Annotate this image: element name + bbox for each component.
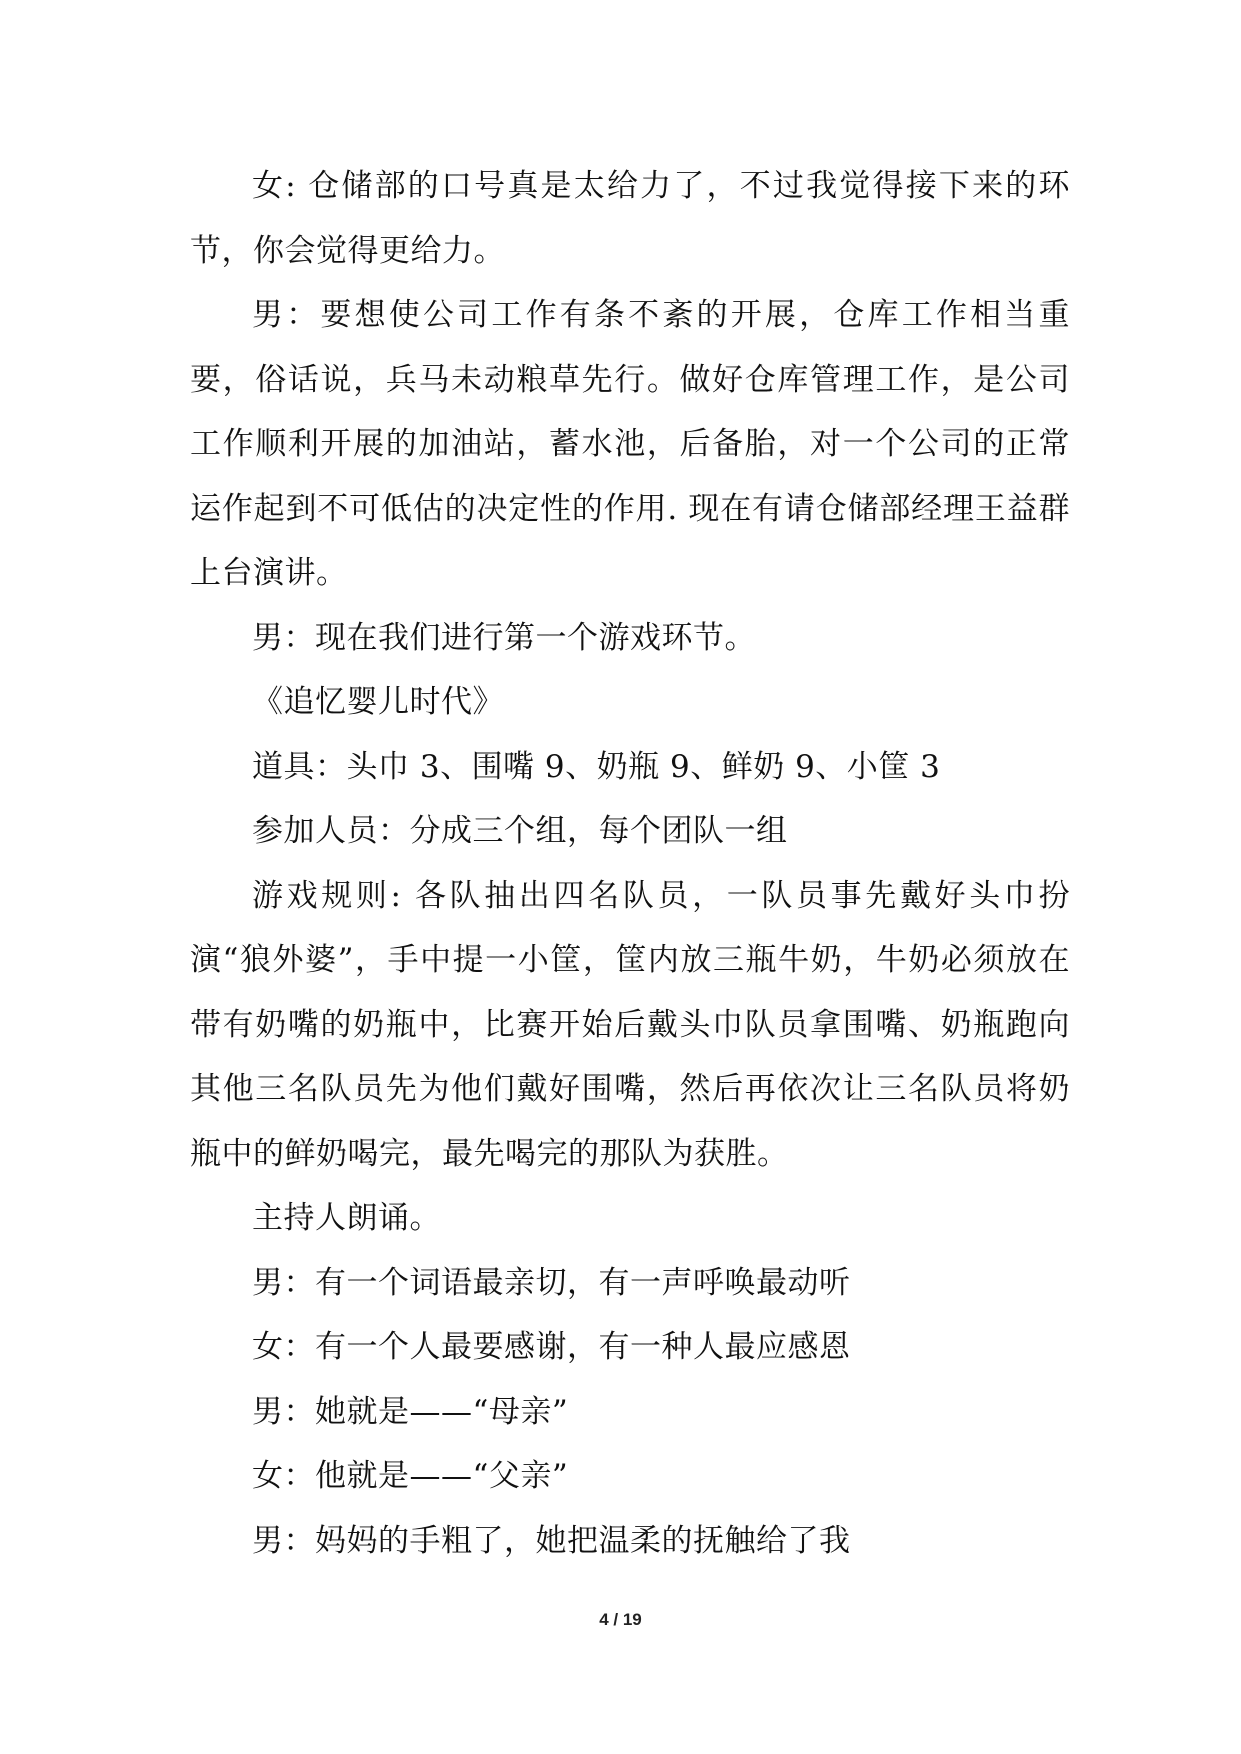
page-number: 4 / 19 bbox=[599, 1610, 642, 1629]
paragraph-5-props: 道具：头巾 3、围嘴 9、奶瓶 9、鲜奶 9、小筐 3 bbox=[252, 748, 941, 785]
paragraph-3: 男：现在我们进行第一个游戏环节。 bbox=[252, 619, 756, 656]
paragraph-2: 男：要想使公司工作有条不紊的开展，仓库工作相当重要，俗话说，兵马未动粮草先行。做好仓库管理工作，是公司工作顺利开展的加油站，蓄水池，后备胎，对一个公司的正常运作起到不可低估的决定性的作用. 现在有请仓储部经理王益群上台演讲。 bbox=[190, 297, 1070, 591]
paragraph-7-rules: 游戏规则: 各队抽出四名队员，一队员事先戴好头巾扮演“狼外婆”，手中提一小筐，筐内放三瓶牛奶，牛奶必须放在带有奶嘴的奶瓶中，比赛开始后戴头巾队员拿围嘴、奶瓶跑向其他三名队员先为他们戴好围嘴，然后再依次让三名队员将奶瓶中的鲜奶喝完，最先喝完的那队为获胜。 bbox=[190, 877, 1070, 1172]
paragraph-1: 女: 仓储部的口号真是太给力了，不过我觉得接下来的环节，你会觉得更给力。 bbox=[190, 168, 1070, 269]
paragraph-13: 男：妈妈的手粗了，她把温柔的抚触给了我 bbox=[252, 1522, 851, 1559]
paragraph-8: 主持人朗诵。 bbox=[252, 1200, 441, 1236]
paragraph-12: 女：他就是——“父亲” bbox=[252, 1458, 569, 1494]
paragraph-11: 男：她就是——“母亲” bbox=[252, 1393, 569, 1430]
paragraph-4-game-title: 《追忆婴儿时代》 bbox=[252, 684, 504, 720]
document-body bbox=[190, 154, 1070, 1573]
paragraph-9: 男：有一个词语最亲切，有一声呼唤最动听 bbox=[252, 1264, 851, 1301]
paragraph-6-participants: 参加人员：分成三个组，每个团队一组 bbox=[252, 813, 788, 849]
paragraph-10: 女：有一个人最要感谢，有一种人最应感恩 bbox=[252, 1329, 851, 1365]
